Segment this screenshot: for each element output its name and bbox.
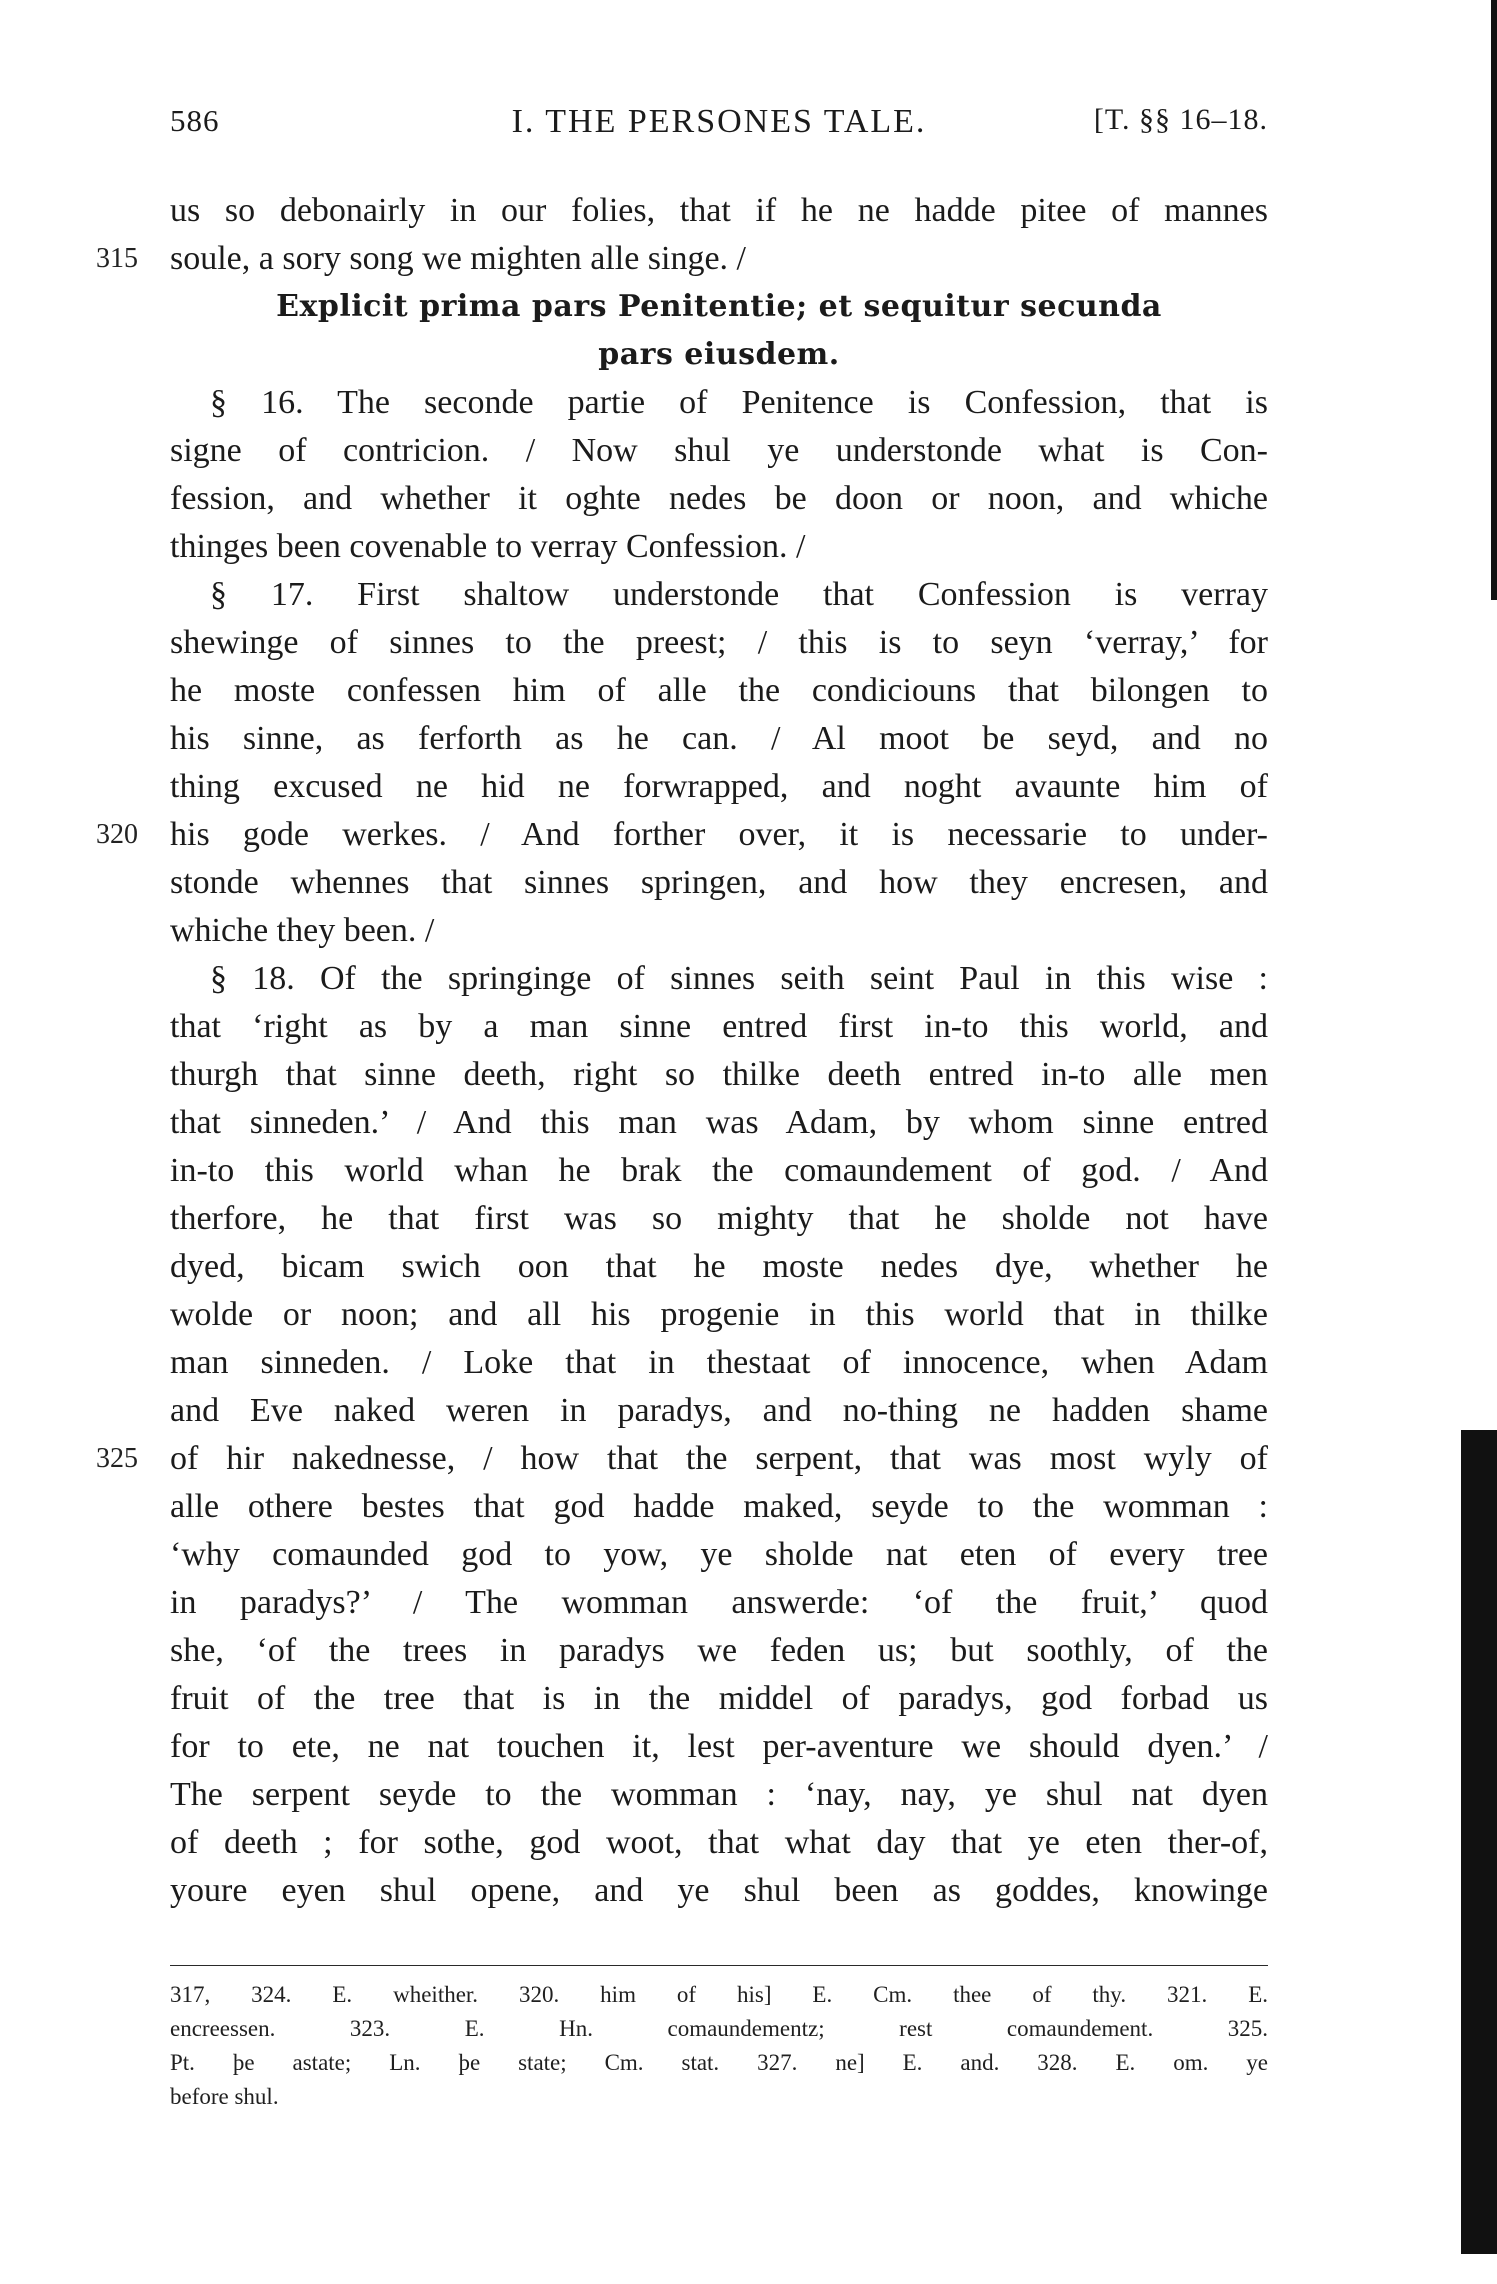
text-line: § 16. The seconde partie of Penitence is Confession, that is — [210, 384, 1268, 421]
text-line: of deeth ; for sothe, god woot, that what day that ye eten ther-of, — [170, 1824, 1268, 1861]
text-line: of hir nakednesse, / how that the serpent, that was most wyly of — [170, 1440, 1268, 1477]
text-line: ‘why comaunded god to yow, ye sholde nat eten of every tree — [170, 1536, 1268, 1573]
text-line: fruit of the tree that is in the middel of paradys, god forbad us — [170, 1680, 1268, 1717]
header-reference: [T. §§ 16–18. — [1093, 103, 1268, 136]
footnote-divider — [170, 1965, 1268, 1966]
text-line: dyed, bicam swich oon that he moste nedes dye, whether he — [170, 1248, 1268, 1285]
text-line: stonde whennes that sinnes springen, and how they encresen, and — [170, 864, 1268, 901]
text-line: alle othere bestes that god hadde maked, seyde to the womman : — [170, 1488, 1268, 1525]
footnote-line: Pt. þe astate; Ln. þe state; Cm. stat. 327. ne] E. and. 328. E. om. ye — [170, 2050, 1268, 2075]
text-line: The serpent seyde to the womman : ‘nay, nay, ye shul nat dyen — [170, 1776, 1268, 1813]
text-line: that ‘right as by a man sinne entred first in-to this world, and — [170, 1008, 1268, 1045]
text-line: that sinneden.’ / And this man was Adam, by whom sinne entred — [170, 1104, 1268, 1141]
text-line: thing excused ne hid ne forwrapped, and noght avaunte him of — [170, 768, 1268, 805]
text-line: his sinne, as ferforth as he can. / Al moot be seyd, and no — [170, 720, 1268, 757]
running-header — [170, 103, 1268, 151]
text-line: in paradys?’ / The womman answerde: ‘of the fruit,’ quod — [170, 1584, 1268, 1621]
text-line: wolde or noon; and all his progenie in this world that in thilke — [170, 1296, 1268, 1333]
footnote-line: encreessen. 323. E. Hn. comaundementz; rest comaundement. 325. — [170, 2016, 1268, 2041]
text-line: youre eyen shul opene, and ye shul been as goddes, knowinge — [170, 1872, 1268, 1909]
text-line: thinges been covenable to verray Confession. / — [170, 528, 806, 565]
text-line: shewinge of sinnes to the preest; / this is to seyn ‘verray,’ for — [170, 624, 1268, 661]
footnote-line: before shul. — [170, 2084, 279, 2109]
footnote-line: 317, 324. E. wheither. 320. him of his] E. Cm. thee of thy. 321. E. — [170, 1982, 1268, 2007]
text-line: and Eve naked weren in paradys, and no-thing ne hadden shame — [170, 1392, 1268, 1429]
text-line: soule, a sory song we mighten alle singe. / — [170, 240, 747, 277]
page-edge-rule-bottom — [1461, 1430, 1497, 2254]
text-line: us so debonairly in our folies, that if he ne hadde pitee of mannes — [170, 192, 1268, 229]
page-number: 586 — [170, 103, 220, 138]
margin-line-number: 315 — [96, 243, 138, 274]
text-line: she, ‘of the trees in paradys we feden us; but soothly, of the — [170, 1632, 1268, 1669]
text-line: Explicit prima pars Penitentie; et sequitur secunda — [276, 289, 1162, 324]
text-line: in-to this world whan he brak the comaundement of god. / And — [170, 1152, 1268, 1189]
text-line: fession, and whether it oghte nedes be doon or noon, and whiche — [170, 480, 1268, 517]
text-line: signe of contricion. / Now shul ye understonde what is Con- — [170, 432, 1268, 469]
margin-line-number: 320 — [96, 819, 138, 850]
page-edge-rule-top — [1491, 0, 1497, 600]
text-line: § 18. Of the springinge of sinnes seith seint Paul in this wise : — [210, 960, 1268, 997]
text-line: thurgh that sinne deeth, right so thilke deeth entred in-to alle men — [170, 1056, 1268, 1093]
body-text — [170, 187, 1268, 1915]
text-line: he moste confessen him of alle the condiciouns that bilongen to — [170, 672, 1268, 709]
text-line: his gode werkes. / And forther over, it is necessarie to under- — [170, 816, 1268, 853]
text-line: man sinneden. / Loke that in thestaat of innocence, when Adam — [170, 1344, 1268, 1381]
text-line: for to ete, ne nat touchen it, lest per-aventure we should dyen.’ / — [170, 1728, 1268, 1765]
section-title: I. THE PERSONES TALE. — [511, 103, 927, 140]
text-line: therfore, he that first was so mighty that he sholde not have — [170, 1200, 1268, 1237]
footnotes — [170, 1978, 1268, 2114]
text-line: whiche they been. / — [170, 912, 435, 949]
text-line: § 17. First shaltow understonde that Confession is verray — [210, 576, 1268, 613]
margin-line-number: 325 — [96, 1443, 138, 1474]
text-line: pars eiusdem. — [598, 337, 840, 372]
